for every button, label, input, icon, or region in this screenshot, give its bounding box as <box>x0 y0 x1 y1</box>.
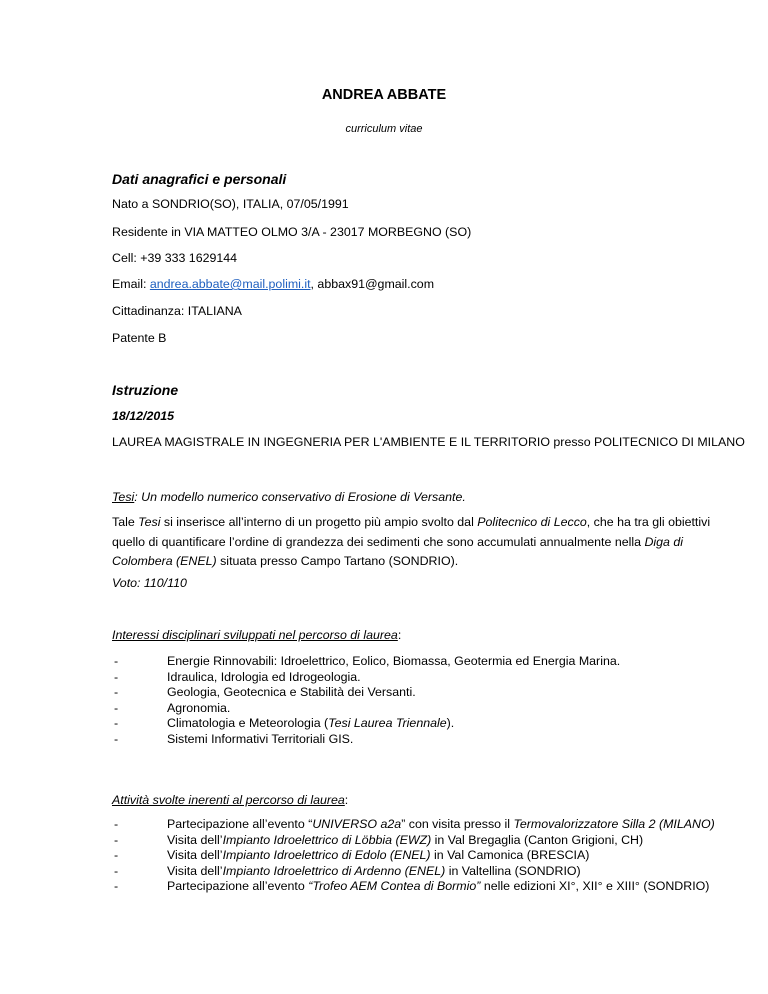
activity-part: UNIVERSO a2a <box>312 817 402 831</box>
activity-part: Visita dell’ <box>167 863 223 878</box>
activity-part: Termovalorizzatore Silla 2 (MILANO) <box>513 817 715 831</box>
activity-part: in Val Camonica (BRESCIA) <box>430 848 590 863</box>
climate-part: Tesi Laurea Triennale <box>328 716 447 731</box>
email-primary-link[interactable]: andrea.abbate@mail.polimi.it <box>149 277 311 291</box>
climate-part: Climatologia e Meteorologia ( <box>167 716 329 731</box>
interests-list <box>112 654 620 748</box>
list-item <box>112 864 715 880</box>
email-secondary: , abbax91@gmail.com <box>310 277 435 291</box>
email-line <box>112 277 434 292</box>
list-item <box>112 817 715 833</box>
desc-part: Tesi <box>138 515 161 529</box>
activity-part: Impianto Idroelettrico di Löbbia (EWZ) <box>222 832 432 847</box>
degree-date: 18/12/2015 <box>112 409 175 423</box>
citizenship-info: Cittadinanza: ITALIANA <box>112 304 242 318</box>
desc-part: Tale <box>112 515 139 529</box>
activity-part: Partecipazione all’evento <box>167 879 309 894</box>
desc-part: si inserisce all’interno di un progetto più ampio svolto dal <box>160 515 478 529</box>
interests-heading: Interessi disciplinari sviluppati nel percorso di laurea <box>112 628 398 642</box>
thesis-label: Tesi <box>112 490 135 504</box>
degree-title: LAUREA MAGISTRALE IN INGEGNERIA PER L'AMBIENTE E IL TERRITORIO presso POLITECNICO DI MILANO <box>112 435 745 449</box>
climate-part: ). <box>446 716 455 731</box>
list-item: - Geologia, Geotecnica e Stabilità dei Versanti. <box>112 685 620 701</box>
cv-name: ANDREA ABBATE <box>321 87 447 103</box>
personal-heading: Dati anagrafici e personali <box>112 171 287 187</box>
list-item: - Agronomia. <box>112 701 620 717</box>
cv-subtitle: curriculum vitae <box>345 123 423 135</box>
desc-part: Diga di Colombera (ENEL) <box>112 534 684 568</box>
activity-part: in Valtellina (SONDRIO) <box>445 863 581 878</box>
activity-part: Impianto Idroelettrico di Edolo (ENEL) <box>222 848 431 863</box>
desc-part: , che ha tra gli obiettivi quello di quantificare l’ordine di grandezza dei sedimenti che sono accumulati annualmente nella <box>112 515 711 549</box>
activity-part: “Trofeo AEM Contea di Bormio” <box>308 879 481 894</box>
list-item: - Idraulica, Idrologia ed Idrogeologia. <box>112 670 620 686</box>
list-item <box>112 833 715 849</box>
email-label: Email: <box>112 277 150 291</box>
desc-part: Politecnico di Lecco <box>477 515 587 529</box>
list-item: - Energie Rinnovabili: Idroelettrico, Eolico, Biomassa, Geotermia ed Energia Marina. <box>112 654 620 670</box>
license-info: Patente B <box>112 331 167 345</box>
activity-part: Visita dell’ <box>167 848 223 863</box>
thesis-line <box>112 490 466 505</box>
list-item <box>112 848 715 864</box>
activity-part: nelle edizioni XI°, XII° e XIII° (SONDRIO) <box>480 879 710 894</box>
grade: Voto: 110/110 <box>112 576 187 590</box>
desc-part: situata presso Campo Tartano (SONDRIO). <box>216 554 459 568</box>
interests-heading-line: Interessi disciplinari sviluppati nel percorso di laurea: <box>112 628 402 642</box>
activity-part: Visita dell’ <box>167 832 223 847</box>
education-heading: Istruzione <box>112 382 179 398</box>
activities-list <box>112 817 715 895</box>
activity-part: ” con visita presso il <box>401 817 514 831</box>
residence-info: Residente in VIA MATTEO OLMO 3/A - 23017 MORBEGNO (SO) <box>112 225 472 239</box>
cell-info: Cell: +39 333 1629144 <box>112 251 238 265</box>
thesis-description <box>112 513 712 572</box>
activities-heading-line: Attività svolte inerenti al percorso di laurea: <box>112 793 349 807</box>
thesis-title: : Un modello numerico conservativo di Erosione di Versante. <box>134 490 466 504</box>
list-item <box>112 716 620 732</box>
activities-heading: Attività svolte inerenti al percorso di laurea <box>112 793 345 807</box>
list-item: - Sistemi Informativi Territoriali GIS. <box>112 732 620 748</box>
birth-info: Nato a SONDRIO(SO), ITALIA, 07/05/1991 <box>112 197 349 211</box>
list-item <box>112 879 715 895</box>
activity-part: Partecipazione all’evento “ <box>167 817 313 831</box>
activity-part: Impianto Idroelettrico di Ardenno (ENEL) <box>222 863 446 878</box>
activity-part: in Val Bregaglia (Canton Grigioni, CH) <box>431 832 644 847</box>
